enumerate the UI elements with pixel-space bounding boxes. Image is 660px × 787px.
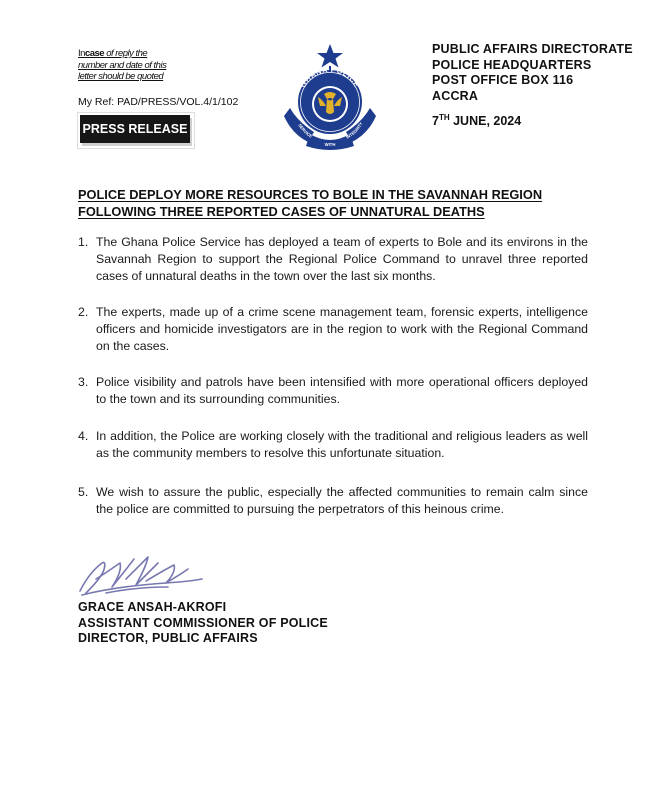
press-release-label: PRESS RELEASE [80,115,190,143]
directorate-address [432,42,633,104]
address-line-2: POLICE HEADQUARTERS [432,57,592,72]
date-suffix: TH [438,113,450,122]
signatory-title: DIRECTOR, PUBLIC AFFAIRS [78,631,258,645]
paragraph-text: Police visibility and patrols have been intensified with more operational officers deployed to the town and its surrounding communities. [96,375,588,406]
signatory-name: GRACE ANSAH-AKROFI [78,600,227,614]
paragraph-1 [78,234,588,285]
signatory-block [78,600,328,647]
paragraph-number: 3. [78,375,89,389]
press-release-badge [78,113,194,148]
ghana-police-logo [280,42,380,150]
reply-note-bold: case [84,48,105,59]
logo-motto-right: INTEGRITY [345,121,364,140]
paragraph-4 [78,428,588,462]
address-line-4: ACCRA [432,88,479,103]
release-date [432,113,521,128]
date-rest: JUNE, 2024 [453,114,522,128]
press-release-headline: POLICE DEPLOY MORE RESOURCES TO BOLE IN THE SAVANNAH REGION FOLLOWING THREE REPORTED CASES OF UNNATURAL DEATHS [78,187,543,219]
my-reference: My Ref: PAD/PRESS/VOL.4/1/102 [78,96,239,108]
reply-note-prefix: In [78,48,85,59]
address-line-1: PUBLIC AFFAIRS DIRECTORATE [432,42,633,56]
paragraph-number: 2. [78,305,89,319]
paragraph-number: 5. [78,485,89,499]
reply-note-line3: letter should be quoted [78,71,164,82]
paragraph-number: 4. [78,429,89,443]
paragraph-5 [78,484,588,518]
handwritten-signature [76,549,206,599]
star-icon [317,44,343,68]
paragraph-text: The Ghana Police Service has deployed a team of experts to Bole and its environs in the Savannah Region to support the Regional Police Command to unravel three reported cases of unnatural deaths in the town over the last six months. [96,235,588,283]
paragraph-text: The experts, made up of a crime scene management team, forensic experts, intelligence officers and homicide investigators are in the region to work with the Regional Command on the cases. [96,305,588,353]
reply-note-line2: number and date of this [78,59,167,71]
address-line-3: POST OFFICE BOX 116 [432,73,574,87]
reply-note-rest: of reply the [106,48,148,59]
paragraph-3 [78,374,588,408]
reply-reference-note [78,48,218,83]
paragraph-text: In addition, the Police are working closely with the traditional and religious leaders as well as the community members to resolve this unfortunate situation. [96,429,588,460]
signatory-rank: ASSISTANT COMMISSIONER OF POLICE [78,615,328,630]
paragraph-2 [78,304,588,355]
paragraph-text: We wish to assure the public, especially the affected communities to remain calm since the police are committed to pursuing the perpetrators of this heinous crime. [96,485,588,516]
logo-motto-mid: WITH [324,142,336,147]
paragraph-number: 1. [78,235,89,249]
date-day: 7 [432,114,439,128]
logo-name: GHANA POLICE [298,64,362,90]
logo-motto-left: SERVICE [297,122,314,139]
